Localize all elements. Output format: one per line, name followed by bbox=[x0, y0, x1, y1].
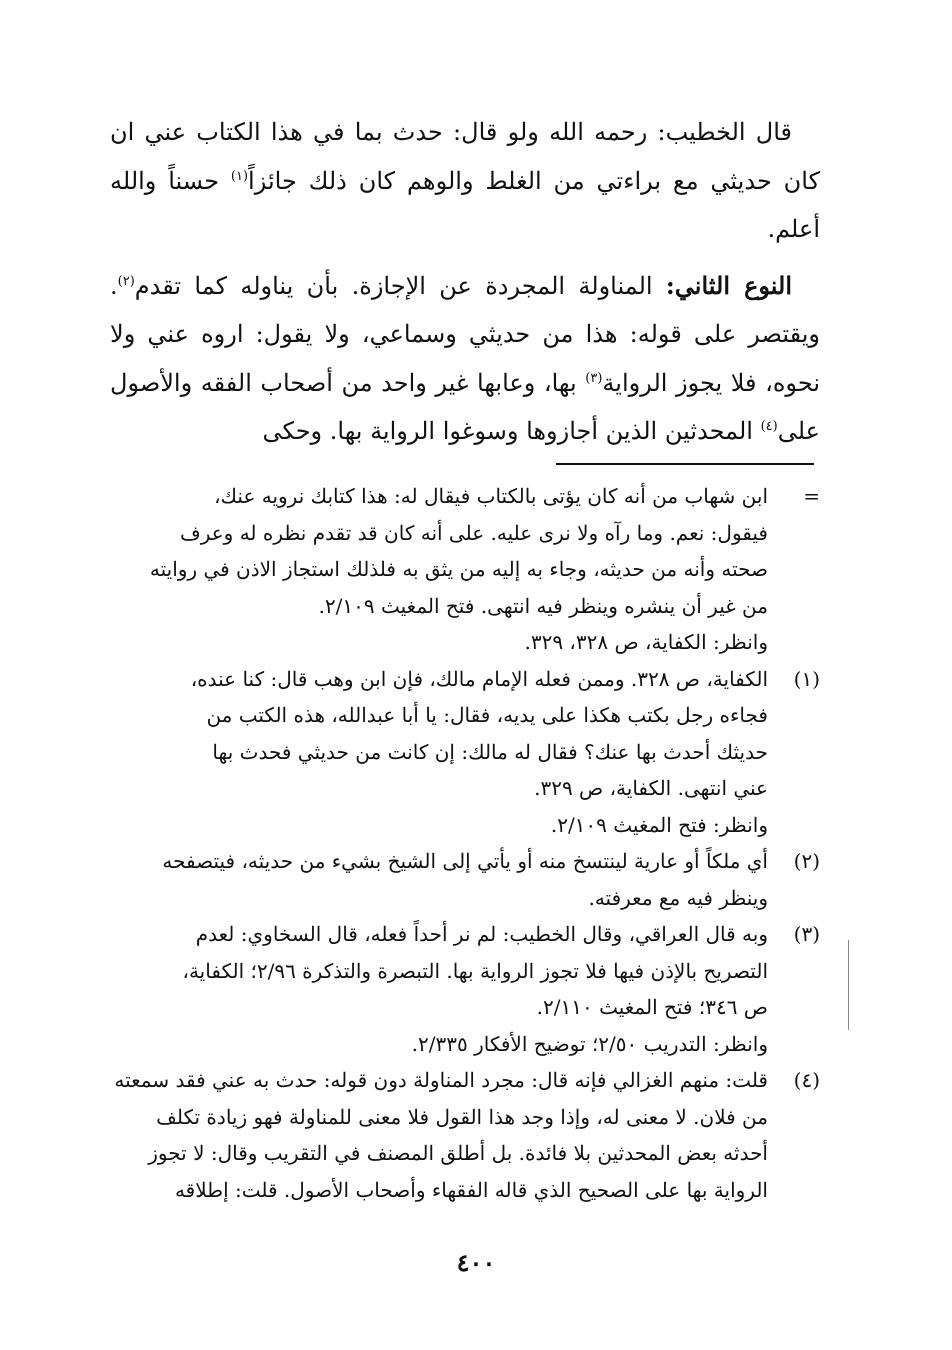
footnote-line: وانظر: الكفاية، ص ٣٢٨، ٣٢٩. bbox=[524, 630, 768, 654]
footnote-ref-3[interactable]: (٣) bbox=[585, 370, 603, 386]
footnote-line: صحته وأنه من حديثه، وجاء به إليه من يثق به فلذلك استجاز الاذن في روايته bbox=[149, 557, 768, 581]
footnote-line: من فلان. لا معنى له، وإذا وجد هذا القول فلا معنى للمناولة فهو زيادة تكلف bbox=[156, 1104, 768, 1129]
main-text bbox=[110, 108, 820, 456]
footnote-line: فجاءه رجل بكتب هكذا على يديه، فقال: يا أبا عبدالله، هذه الكتب من bbox=[206, 703, 768, 727]
paragraph-2 bbox=[110, 262, 820, 456]
footnote-line: حديثك أحدث بها عنك؟ فقال له مالك: إن كانت من حديثي فحدث بها bbox=[212, 739, 768, 764]
paragraph-2-text-b: . ويقتصر على قوله: هذا من حديثي وسماعي، ولا يقول: اروه عني ولا نحوه، فلا يجوز الرواية bbox=[110, 271, 820, 397]
footnote-line: فيقول: نعم. وما رآه ولا نرى عليه. على أنه كان قد تقدم نظره له وعرف bbox=[179, 520, 768, 545]
footnote-line: ص ٣٤٦؛ فتح المغيث ٢/١١٠. bbox=[536, 995, 768, 1019]
footnote-number: (٢) bbox=[793, 849, 820, 873]
footnote-ref-1[interactable]: (١) bbox=[230, 168, 249, 184]
section-heading: النوع الثاني: bbox=[665, 270, 793, 300]
footnotes bbox=[100, 478, 820, 1208]
page-number: ٤٠٠ bbox=[456, 1248, 496, 1277]
margin-line bbox=[848, 940, 849, 1030]
footnote-continuation bbox=[100, 478, 820, 661]
paragraph-2-text-a: المناولة المجردة عن الإجازة. بأن يناوله كما تقدم bbox=[134, 271, 666, 300]
footnote-line: ابن شهاب من أنه كان يؤتى بالكتاب فيقال له: هذا كتابك نرويه عنك، bbox=[214, 484, 768, 508]
footnote-line: وانظر: التدريب ٢/٥٠؛ توضيح الأفكار ٢/٣٣٥. bbox=[411, 1031, 768, 1056]
footnote-line: وانظر: فتح المغيث ٢/١٠٩. bbox=[550, 812, 768, 837]
footnote-line: الرواية بها على الصحيح الذي قاله الفقهاء وأصحاب الأصول. قلت: إطلاقه bbox=[174, 1177, 768, 1202]
footnote-line: وينظر فيه مع معرفته. bbox=[588, 885, 768, 910]
paragraph-1-tail: حسناً والله أعلم. bbox=[110, 166, 820, 243]
footnote-line: وبه قال العراقي، وقال الخطيب: لم نر أحداً فعله، قال السخاوي: لعدم bbox=[195, 922, 768, 946]
footnote-4 bbox=[100, 1062, 820, 1208]
footnote-3 bbox=[100, 916, 820, 1062]
footnote-line: التصريح بالإذن فيها فلا تجوز الرواية بها. التبصرة والتذكرة ٢/٩٦؛ الكفاية، bbox=[182, 958, 768, 983]
footnote-ref-2[interactable]: (٢) bbox=[117, 273, 135, 289]
footnote-number: (١) bbox=[793, 666, 820, 691]
footnote-number: (٤) bbox=[793, 1068, 820, 1092]
paragraph-2-text-d: المحدثين الذين أجازوها وسوغوا الرواية بها. وحكى bbox=[262, 417, 761, 445]
footnote-line: الكفاية، ص ٣٢٨. وممن فعله الإمام مالك، فإن ابن وهب قال: كنا عنده، bbox=[190, 666, 768, 691]
footnote-ref-4[interactable]: (٤) bbox=[760, 419, 778, 434]
footnote-line: عني انتهى. الكفاية، ص ٣٢٩. bbox=[534, 776, 768, 800]
footnote-separator bbox=[556, 463, 814, 465]
paragraph-2-text-c: بها، وعابها غير واحد من أصحاب الفقه والأصول على bbox=[110, 368, 820, 445]
footnote-1 bbox=[100, 661, 820, 844]
footnote-line: قلت: منهم الغزالي فإنه قال: مجرد المناولة دون قوله: حدث به عني فقد سمعته bbox=[114, 1068, 768, 1092]
footnote-line: أي ملكاً أو عارية لينتسخ منه أو يأتي إلى الشيخ بشيء من حديثه، فيتصفحه bbox=[162, 849, 768, 873]
paragraph-1-text: قال الخطيب: رحمه الله ولو قال: حدث بما في هذا الكتاب عني ان كان حديثي مع براءتي من الغلط والوهم كان ذلك جائزاً bbox=[110, 118, 820, 195]
footnote-line: أحدثه بعض المحدثين بلا فائدة. بل أطلق المصنف في التقريب وقال: لا تجوز bbox=[148, 1141, 768, 1165]
footnote-number: (٣) bbox=[793, 922, 820, 946]
footnote-marker: = bbox=[803, 484, 820, 508]
footnote-line: من غير أن ينشره وينظر فيه انتهى. فتح المغيث ٢/١٠٩. bbox=[318, 593, 768, 618]
footnote-2 bbox=[100, 843, 820, 916]
paragraph-1 bbox=[110, 108, 820, 254]
